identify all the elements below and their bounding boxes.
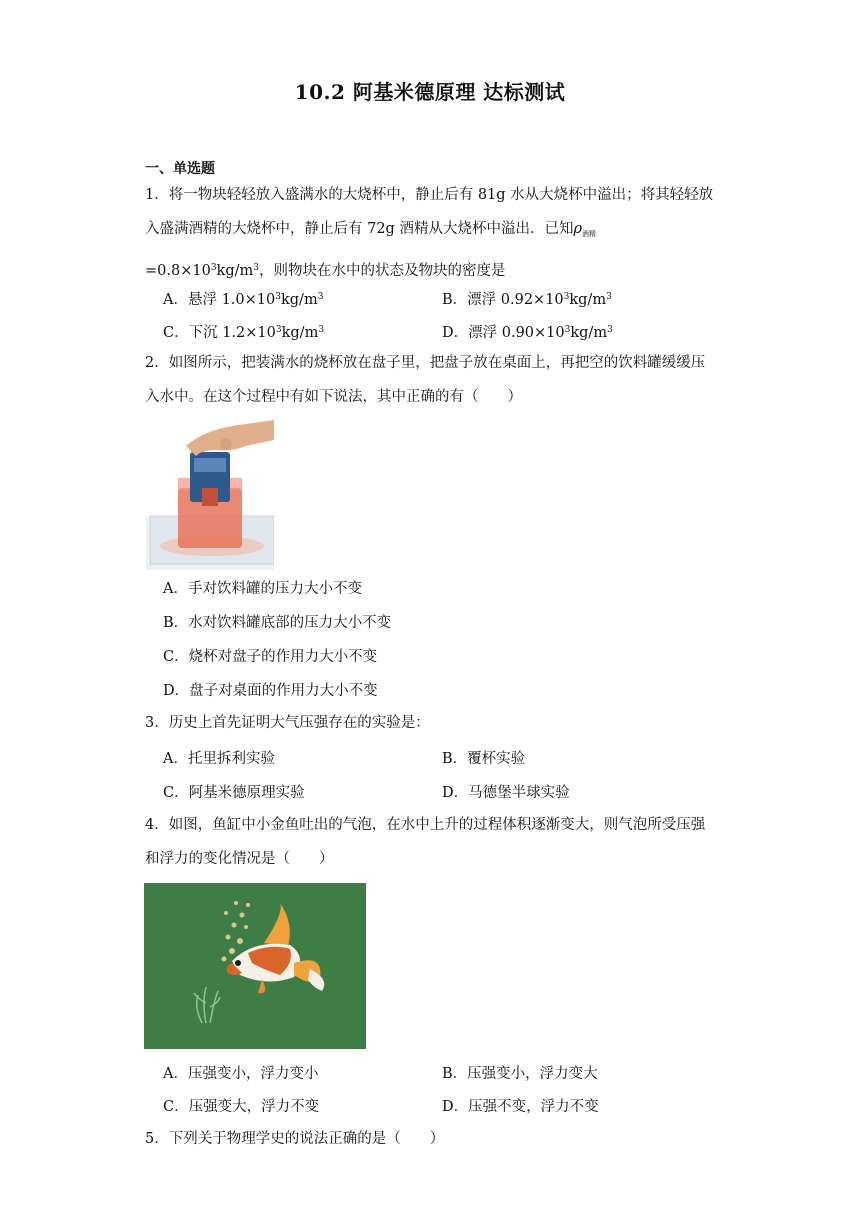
question-1-text-a: 1．将一物块轻轻放入盛满水的大烧杯中，静止后有 81g 水从大烧杯中溢出；将其轻轻放入盛满酒精的大烧杯中，静止后有 72g 酒精从大烧杯中溢出．已知: [145, 187, 714, 237]
unit: kg/m: [281, 325, 319, 341]
q3-option-b[interactable]: B．覆杯实验: [442, 751, 526, 767]
question-1-text-d: ，则物块在水中的状态及物块的密度是: [258, 263, 506, 279]
q1-option-b[interactable]: [442, 287, 612, 310]
q1-option-c[interactable]: [163, 320, 324, 343]
page-title: 10.2 阿基米德原理 达标测试: [294, 80, 566, 104]
unit: kg/m: [216, 263, 254, 279]
option-text: B．漂浮 0.92×10: [442, 292, 564, 308]
goldfish-illustration: [144, 883, 366, 1049]
q4-option-b[interactable]: B．压强变小，浮力变大: [442, 1066, 598, 1082]
exponent: 3: [253, 263, 259, 273]
q4-option-a[interactable]: A．压强变小，浮力变小: [163, 1066, 319, 1082]
beaker-can-image: [146, 416, 274, 570]
exponent: 3: [607, 325, 613, 335]
section-heading: 一、单选题: [145, 161, 215, 177]
unit: kg/m: [570, 325, 608, 341]
rho-symbol: ρ: [573, 221, 582, 237]
q2-option-b[interactable]: B．水对饮料罐底部的压力大小不变: [163, 615, 392, 631]
option-text: D．漂浮 0.90×10: [442, 325, 565, 341]
q2-option-a[interactable]: A．手对饮料罐的压力大小不变: [163, 581, 362, 597]
unit: kg/m: [569, 292, 607, 308]
option-text: A．悬浮 1.0×10: [163, 292, 276, 308]
q4-option-d[interactable]: D．压强不变，浮力不变: [442, 1099, 599, 1115]
rho-subscript: 酒精: [581, 230, 596, 238]
q3-option-a[interactable]: A．托里拆利实验: [163, 751, 275, 767]
question-2: 2．如图所示，把装满水的烧杯放在盘子里，把盘子放在桌面上，再把空的饮料罐缓缓压入水中。在这个过程中有如下说法，其中正确的有（ ）: [145, 355, 706, 405]
exponent: 3: [318, 325, 325, 335]
q2-option-c[interactable]: C．烧杯对盘子的作用力大小不变: [163, 649, 378, 665]
goldfish-image: [144, 883, 366, 1049]
exponent: 3: [275, 325, 282, 335]
question-4: 4．如图，鱼缸中小金鱼吐出的气泡，在水中上升的过程体积逐渐变大，则气泡所受压强和浮力的变化情况是（ ）: [145, 817, 706, 867]
q1-option-a[interactable]: [163, 287, 323, 310]
exponent: 3: [275, 292, 281, 302]
question-3: 3．历史上首先证明大气压强存在的实验是：: [145, 715, 430, 731]
question-5: 5．下列关于物理学史的说法正确的是（ ）: [145, 1131, 445, 1147]
beaker-can-illustration: [146, 416, 274, 570]
q3-option-c[interactable]: C．阿基米德原理实验: [163, 785, 305, 801]
exponent: 3: [563, 292, 570, 302]
exponent: 3: [606, 292, 612, 302]
q1-option-d[interactable]: [442, 320, 613, 343]
question-1-text-b: =0.8×10: [145, 263, 211, 279]
exponent: 3: [317, 292, 324, 302]
q2-option-d[interactable]: D．盘子对桌面的作用力大小不变: [163, 683, 378, 699]
unit: kg/m: [280, 292, 318, 308]
exponent: 3: [210, 263, 217, 273]
exponent: 3: [564, 325, 571, 335]
option-text: C．下沉 1.2×10: [163, 325, 276, 341]
q4-option-c[interactable]: C．压强变大，浮力不变: [163, 1099, 320, 1115]
question-1: [145, 178, 715, 288]
q3-option-d[interactable]: D．马德堡半球实验: [442, 785, 570, 801]
